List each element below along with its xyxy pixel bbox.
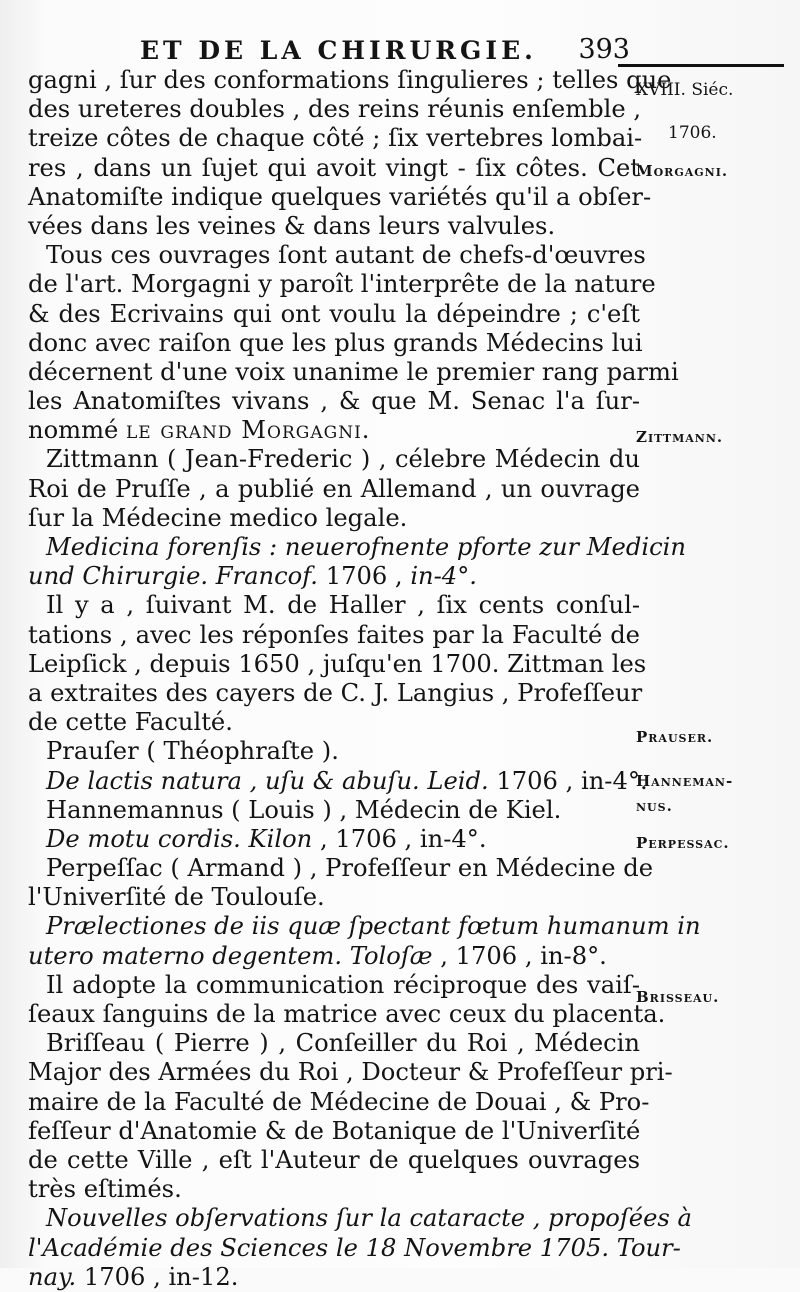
text-line: donc avec raiſon que les plus grands Médecins lui [28,328,643,357]
running-head: ET DE LA CHIRURGIE. [140,36,537,65]
text-line: Prælectiones de iis quæ ſpectant fœtum humanum in [46,912,701,941]
text-line: Tous ces ouvrages ſont autant de chefs-d'œuvres [46,241,646,270]
text-line: des ureteres doubles , des reins réunis enſemble , [28,95,642,124]
text-line: décernent d'une voix unanime le premier rang parmi [28,357,679,386]
text-line: treize côtes de chaque côté ; ſix vertebres lombai- [28,124,643,153]
text-line: Perpeſſac ( Armand ) , Profeſſeur en Médecine de [46,854,654,883]
text-line: ſur la Médecine medico legale. [28,503,408,532]
text-line: l'Académie des Sciences le 18 Novembre 1705. Tour- [28,1233,681,1262]
text-line: a extraites des cayers de C. J. Langius , Profeſſeur [28,678,643,707]
text-line: und Chirurgie. Francof. 1706 , in-4°. [28,562,477,591]
text-line: res , dans un ſujet qui avoit vingt - ſix côtes. Cet [28,153,640,182]
text-line: Nouvelles obſervations ſur la cataracte , propoſées à [46,1204,692,1233]
text-line: maire de la Faculté de Médecine de Douai , & Pro- [28,1087,650,1116]
page-number: 393 [578,34,630,65]
text-line: Il adopte la communication réciproque des vaiſ- [46,970,640,999]
text-line: Prauſer ( Théophraſte ). [46,737,339,766]
text-line: utero materno degentem. Toloſæ , 1706 , in-8°. [28,941,607,970]
margin-note: Brisseau. [636,988,720,1006]
text-line: l'Univerſité de Toulouſe. [28,883,325,912]
text-line: nay. 1706 , in-12. [28,1262,239,1291]
text-line: Zittmann ( Jean-Frederic ) , célebre Médecin du [46,445,640,474]
margin-note: Morgagni. [636,162,729,180]
text-line: les Anatomiſtes vivans , & que M. Senac l'a ſur- [28,387,640,416]
margin-note: Prauser. [636,728,714,746]
text-line: nommé le grand Morgagni. [28,416,371,445]
text-line: Hannemannus ( Louis ) , Médecin de Kiel. [46,795,562,824]
text-line: Il y a , ſuivant M. de Haller , ſix cents conſul- [46,591,640,620]
margin-note: nus. [636,797,673,815]
text-line: Major des Armées du Roi , Docteur & Profeſſeur pri- [28,1058,673,1087]
text-line: vées dans les veines & dans leurs valvules. [28,211,556,240]
text-line: De motu cordis. Kilon , 1706 , in-4°. [46,824,487,853]
margin-note: XVIII. Siéc. [636,80,734,100]
text-line: Anatomiſte indique quelques variétés qu'il a obſer- [28,182,652,211]
text-line: & des Ecrivains qui ont voulu la dépeindre ; c'eſt [28,299,640,328]
text-line: de cette Faculté. [28,708,233,737]
text-line: tations , avec les réponſes faites par la Faculté de [28,620,640,649]
text-line: de l'art. Morgagni y paroît l'interprête de la nature [28,270,656,299]
text-line: ſeaux ſanguins de la matrice avec ceux du placenta. [28,1000,666,1028]
margin-note: Perpessac. [636,834,730,852]
text-line: Briſſeau ( Pierre ) , Conſeiller du Roi , Médecin [46,1029,640,1058]
text-line: de cette Ville , eſt l'Auteur de quelques ouvrages [28,1145,640,1174]
margin-note: 1706. [668,123,717,143]
text-line: De lactis natura , uſu & abuſu. Leid. 1706 , in-4°. [46,766,648,795]
text-line: feſſeur d'Anatomie & de Botanique de l'Univerſité [28,1116,641,1145]
text-line: très eſtimés. [28,1175,182,1204]
text-line: Leipſick , depuis 1650 , juſqu'en 1700. Zittman les [28,649,647,678]
text-line: Roi de Pruſſe , a publié en Allemand , un ouvrage [28,474,640,503]
text-line: gagni , ſur des conformations ſingulieres ; telles que [28,66,672,94]
text-line: Medicina forenſis : neuerofnente pforte zur Medicin [46,533,686,561]
margin-note: Hanneman- [636,772,734,790]
margin-note: Zittmann. [636,428,724,446]
